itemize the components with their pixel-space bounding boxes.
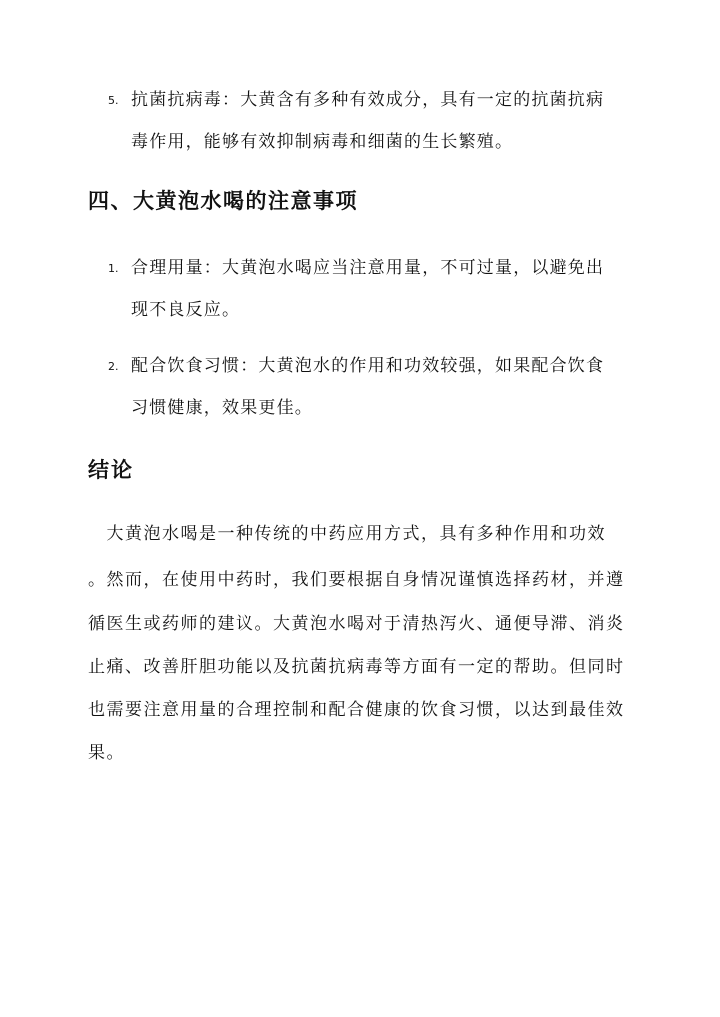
paragraph-line: 果。 [88, 743, 125, 763]
list-item-text-line: 习惯健康，效果更佳。 [131, 398, 313, 418]
paragraph-line: 止痛、改善肝胆功能以及抗菌抗病毒等方面有一定的帮助。但同时 [88, 657, 625, 677]
list-item-text-line: 毒作用，能够有效抑制病毒和细菌的生长繁殖。 [131, 132, 514, 152]
section-heading-conclusion: 结论 [88, 458, 134, 482]
paragraph-line: 也需要注意用量的合理控制和配合健康的饮食习惯，以达到最佳效 [88, 700, 625, 720]
list-item-text-line: 合理用量：大黄泡水喝应当注意用量，不可过量，以避免出 [131, 258, 605, 278]
list-number: 1. [108, 262, 119, 275]
paragraph-line: 。然而，在使用中药时，我们要根据自身情况谨慎选择药材，并遵 [88, 570, 625, 590]
section-heading-precautions: 四、大黄泡水喝的注意事项 [88, 189, 358, 213]
paragraph-line: 循医生或药师的建议。大黄泡水喝对于清热泻火、通便导滞、消炎 [88, 614, 625, 634]
paragraph-line: 大黄泡水喝是一种传统的中药应用方式，具有多种作用和功效 [88, 524, 606, 544]
list-item-text-line: 抗菌抗病毒：大黄含有多种有效成分，具有一定的抗菌抗病 [131, 90, 605, 110]
list-number: 5. [108, 94, 119, 107]
list-item-text-line: 配合饮食习惯：大黄泡水的作用和功效较强，如果配合饮食 [131, 356, 605, 376]
list-item-text-line: 现不良反应。 [131, 300, 241, 320]
list-number: 2. [108, 360, 119, 373]
